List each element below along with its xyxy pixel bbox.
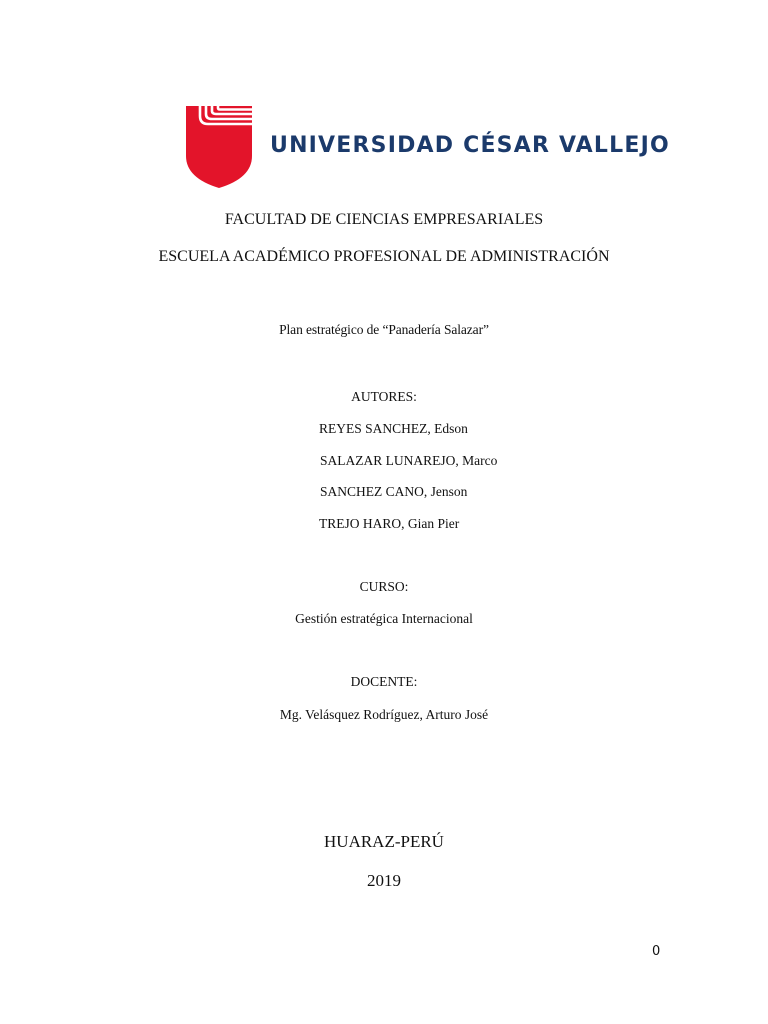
authors-list bbox=[319, 421, 497, 547]
authors-label: AUTORES: bbox=[351, 389, 417, 404]
city: HUARAZ-PERÚ bbox=[324, 832, 444, 851]
teacher-label: DOCENTE: bbox=[350, 674, 418, 689]
page-number: 0 bbox=[652, 944, 661, 959]
author-name: REYES SANCHEZ, Edson bbox=[319, 421, 468, 436]
document-title: Plan estratégico de “Panadería Salazar” bbox=[279, 322, 489, 337]
faculty-heading: FACULTAD DE CIENCIAS EMPRESARIALES bbox=[224, 211, 544, 228]
author-name: SALAZAR LUNAREJO, Marco bbox=[320, 452, 498, 468]
teacher-name: Mg. Velásquez Rodríguez, Arturo José bbox=[279, 707, 489, 722]
author-name: TREJO HARO, Gian Pier bbox=[319, 515, 460, 531]
university-name: UNIVERSIDAD CÉSAR VALLEJO bbox=[270, 133, 670, 158]
course-label: CURSO: bbox=[359, 579, 409, 594]
school-heading: ESCUELA ACADÉMICO PROFESIONAL DE ADMINISTRACIÓN bbox=[158, 248, 610, 265]
course-name: Gestión estratégica Internacional bbox=[295, 611, 473, 626]
university-logo bbox=[186, 106, 670, 190]
shield-icon bbox=[186, 106, 252, 188]
author-name: SANCHEZ CANO, Jenson bbox=[320, 484, 468, 499]
year: 2019 bbox=[367, 871, 401, 890]
